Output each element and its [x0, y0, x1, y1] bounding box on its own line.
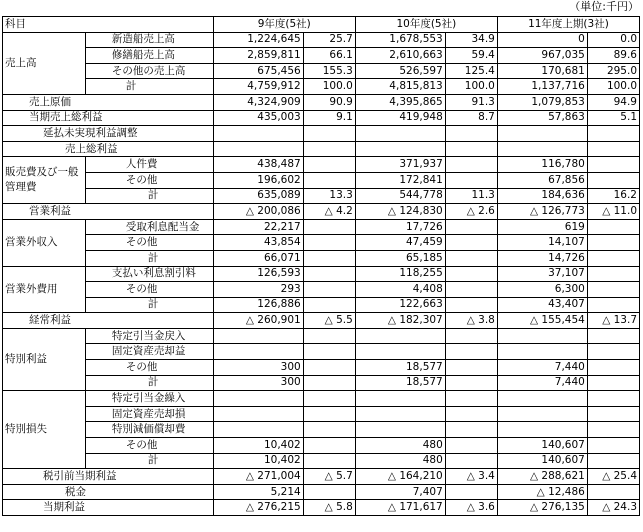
row-label: その他: [85, 438, 213, 454]
amount-cell: [355, 391, 445, 407]
amount-cell: 5,214: [213, 484, 303, 500]
amount-cell: 14,107: [497, 235, 587, 251]
ratio-cell: △ 13.7: [587, 313, 639, 329]
row-label: 特定引当金戻入: [85, 328, 213, 344]
ratio-cell: △ 25.4: [587, 469, 639, 485]
group-label: 販売費及び一般管理費: [3, 157, 86, 204]
amount-cell: △ 271,004: [213, 469, 303, 485]
ratio-cell: [303, 453, 355, 469]
row-label: 支払い利息割引料: [85, 266, 213, 282]
ratio-cell: 59.4: [445, 48, 497, 64]
table-row: [3, 500, 640, 516]
financial-table: [2, 16, 640, 516]
table-row: [3, 172, 640, 188]
amount-cell: 7,407: [355, 484, 445, 500]
table-row: [3, 282, 640, 298]
ratio-cell: [445, 157, 497, 173]
amount-cell: 7,440: [497, 360, 587, 376]
amount-cell: [355, 126, 445, 142]
row-label: 営業利益: [3, 204, 214, 220]
amount-cell: [213, 391, 303, 407]
ratio-cell: 34.9: [445, 32, 497, 48]
ratio-cell: [303, 126, 355, 142]
group-label: 特別利益: [3, 328, 86, 390]
row-label: その他: [85, 235, 213, 251]
ratio-cell: [303, 484, 355, 500]
amount-cell: 300: [213, 375, 303, 391]
ratio-cell: [303, 438, 355, 454]
ratio-cell: 94.9: [587, 94, 639, 110]
ratio-cell: [303, 391, 355, 407]
header-y11: 11年度上期(3社): [497, 17, 639, 33]
amount-cell: 122,663: [355, 297, 445, 313]
ratio-cell: △ 24.3: [587, 500, 639, 516]
row-label: 当期売上総利益: [3, 110, 214, 126]
amount-cell: 544,778: [355, 188, 445, 204]
amount-cell: 43,407: [497, 297, 587, 313]
amount-cell: 635,089: [213, 188, 303, 204]
ratio-cell: [303, 282, 355, 298]
ratio-cell: [445, 235, 497, 251]
amount-cell: 438,487: [213, 157, 303, 173]
ratio-cell: △ 4.2: [303, 204, 355, 220]
amount-cell: [497, 391, 587, 407]
ratio-cell: [587, 250, 639, 266]
ratio-cell: [587, 375, 639, 391]
ratio-cell: [587, 282, 639, 298]
amount-cell: 419,948: [355, 110, 445, 126]
row-label: 計: [85, 297, 213, 313]
header-row: [3, 17, 640, 33]
amount-cell: [213, 328, 303, 344]
amount-cell: 293: [213, 282, 303, 298]
table-row: [3, 79, 640, 95]
ratio-cell: [303, 297, 355, 313]
row-label: その他: [85, 282, 213, 298]
ratio-cell: △ 5.5: [303, 313, 355, 329]
ratio-cell: 91.3: [445, 94, 497, 110]
ratio-cell: [303, 328, 355, 344]
amount-cell: 170,681: [497, 63, 587, 79]
amount-cell: 66,071: [213, 250, 303, 266]
ratio-cell: [303, 141, 355, 157]
ratio-cell: 0.0: [587, 32, 639, 48]
table-row: [3, 297, 640, 313]
amount-cell: 7,440: [497, 375, 587, 391]
row-label: 特定引当金繰入: [85, 391, 213, 407]
amount-cell: 43,854: [213, 235, 303, 251]
ratio-cell: △ 5.8: [303, 500, 355, 516]
amount-cell: 435,003: [213, 110, 303, 126]
ratio-cell: [587, 126, 639, 142]
table-row: [3, 157, 640, 173]
ratio-cell: △ 5.7: [303, 469, 355, 485]
ratio-cell: 90.9: [303, 94, 355, 110]
amount-cell: 18,577: [355, 360, 445, 376]
amount-cell: [355, 406, 445, 422]
row-label: 税金: [3, 484, 214, 500]
ratio-cell: [303, 422, 355, 438]
ratio-cell: [587, 157, 639, 173]
amount-cell: 37,107: [497, 266, 587, 282]
row-label: 経常利益: [3, 313, 214, 329]
amount-cell: △ 182,307: [355, 313, 445, 329]
ratio-cell: [445, 219, 497, 235]
ratio-cell: △ 3.6: [445, 500, 497, 516]
amount-cell: 196,602: [213, 172, 303, 188]
table-row: [3, 126, 640, 142]
amount-cell: [213, 344, 303, 360]
ratio-cell: 100.0: [445, 79, 497, 95]
table-row: [3, 344, 640, 360]
amount-cell: [213, 422, 303, 438]
amount-cell: 4,324,909: [213, 94, 303, 110]
amount-cell: [497, 328, 587, 344]
amount-cell: [355, 422, 445, 438]
row-label: 計: [85, 375, 213, 391]
ratio-cell: [587, 219, 639, 235]
amount-cell: 4,408: [355, 282, 445, 298]
row-label: 計: [85, 79, 213, 95]
amount-cell: 2,610,663: [355, 48, 445, 64]
amount-cell: 1,079,853: [497, 94, 587, 110]
ratio-cell: 100.0: [303, 79, 355, 95]
amount-cell: 6,300: [497, 282, 587, 298]
row-label: 受取利息配当金: [85, 219, 213, 235]
ratio-cell: [587, 422, 639, 438]
table-row: [3, 110, 640, 126]
ratio-cell: 125.4: [445, 63, 497, 79]
table-row: [3, 406, 640, 422]
amount-cell: 126,593: [213, 266, 303, 282]
table-row: [3, 204, 640, 220]
ratio-cell: [587, 360, 639, 376]
row-label: 売上総利益: [3, 141, 214, 157]
amount-cell: [497, 422, 587, 438]
row-label: 人件費: [85, 157, 213, 173]
ratio-cell: [587, 453, 639, 469]
ratio-cell: [303, 157, 355, 173]
amount-cell: 140,607: [497, 438, 587, 454]
ratio-cell: [445, 297, 497, 313]
ratio-cell: [445, 453, 497, 469]
ratio-cell: [303, 344, 355, 360]
amount-cell: 65,185: [355, 250, 445, 266]
ratio-cell: [587, 266, 639, 282]
ratio-cell: [587, 484, 639, 500]
ratio-cell: △ 11.0: [587, 204, 639, 220]
ratio-cell: [445, 344, 497, 360]
ratio-cell: △ 3.4: [445, 469, 497, 485]
row-label: 修繕船売上高: [85, 48, 213, 64]
amount-cell: △ 288,621: [497, 469, 587, 485]
amount-cell: 619: [497, 219, 587, 235]
amount-cell: 18,577: [355, 375, 445, 391]
amount-cell: △ 12,486: [497, 484, 587, 500]
header-y10: 10年度(5社): [355, 17, 497, 33]
table-row: [3, 141, 640, 157]
amount-cell: 57,863: [497, 110, 587, 126]
ratio-cell: 100.0: [587, 79, 639, 95]
ratio-cell: [303, 219, 355, 235]
row-label: 延払未実現利益調整: [3, 126, 214, 142]
ratio-cell: [445, 375, 497, 391]
table-row: [3, 391, 640, 407]
ratio-cell: 25.7: [303, 32, 355, 48]
ratio-cell: [587, 172, 639, 188]
table-row: [3, 469, 640, 485]
table-row: [3, 328, 640, 344]
amount-cell: 526,597: [355, 63, 445, 79]
group-label: 特別損失: [3, 391, 86, 469]
row-label: 計: [85, 250, 213, 266]
amount-cell: △ 171,617: [355, 500, 445, 516]
row-label: 計: [85, 453, 213, 469]
amount-cell: [497, 406, 587, 422]
table-row: [3, 438, 640, 454]
amount-cell: 22,217: [213, 219, 303, 235]
ratio-cell: △ 3.8: [445, 313, 497, 329]
ratio-cell: [587, 391, 639, 407]
amount-cell: [355, 344, 445, 360]
amount-cell: △ 155,454: [497, 313, 587, 329]
ratio-cell: 295.0: [587, 63, 639, 79]
amount-cell: 1,678,553: [355, 32, 445, 48]
amount-cell: 47,459: [355, 235, 445, 251]
amount-cell: 118,255: [355, 266, 445, 282]
amount-cell: [497, 126, 587, 142]
amount-cell: [355, 141, 445, 157]
table-row: [3, 250, 640, 266]
amount-cell: 172,841: [355, 172, 445, 188]
row-label: 計: [85, 188, 213, 204]
amount-cell: [213, 141, 303, 157]
group-label: 営業外費用: [3, 266, 86, 313]
amount-cell: 967,035: [497, 48, 587, 64]
ratio-cell: [303, 235, 355, 251]
amount-cell: 67,856: [497, 172, 587, 188]
ratio-cell: [445, 282, 497, 298]
row-label: 当期利益: [3, 500, 214, 516]
amount-cell: 184,636: [497, 188, 587, 204]
amount-cell: [355, 328, 445, 344]
amount-cell: 116,780: [497, 157, 587, 173]
amount-cell: 1,137,716: [497, 79, 587, 95]
amount-cell: [213, 126, 303, 142]
table-row: [3, 188, 640, 204]
table-row: [3, 32, 640, 48]
ratio-cell: [445, 360, 497, 376]
group-label: 営業外収入: [3, 219, 86, 266]
ratio-cell: [445, 126, 497, 142]
table-row: [3, 94, 640, 110]
header-y9: 9年度(5社): [213, 17, 355, 33]
unit-label: （単位:千円）: [569, 0, 639, 13]
amount-cell: 4,395,865: [355, 94, 445, 110]
row-label: その他: [85, 172, 213, 188]
amount-cell: [213, 406, 303, 422]
ratio-cell: 89.6: [587, 48, 639, 64]
amount-cell: 4,759,912: [213, 79, 303, 95]
amount-cell: 10,402: [213, 453, 303, 469]
amount-cell: 126,886: [213, 297, 303, 313]
ratio-cell: [303, 266, 355, 282]
ratio-cell: [587, 344, 639, 360]
table-row: [3, 235, 640, 251]
amount-cell: △ 276,215: [213, 500, 303, 516]
table-row: [3, 422, 640, 438]
ratio-cell: [303, 360, 355, 376]
amount-cell: 371,937: [355, 157, 445, 173]
ratio-cell: [445, 172, 497, 188]
header-item: 科目: [3, 17, 214, 33]
ratio-cell: [587, 438, 639, 454]
amount-cell: 480: [355, 438, 445, 454]
ratio-cell: 13.3: [303, 188, 355, 204]
amount-cell: 675,456: [213, 63, 303, 79]
amount-cell: 4,815,813: [355, 79, 445, 95]
ratio-cell: 155.3: [303, 63, 355, 79]
amount-cell: 0: [497, 32, 587, 48]
group-label: 売上高: [3, 32, 86, 94]
amount-cell: 2,859,811: [213, 48, 303, 64]
row-label: 固定資産売却益: [85, 344, 213, 360]
ratio-cell: [587, 141, 639, 157]
ratio-cell: [587, 328, 639, 344]
ratio-cell: [303, 375, 355, 391]
ratio-cell: [445, 266, 497, 282]
table-row: [3, 453, 640, 469]
row-label: 固定資産売却損: [85, 406, 213, 422]
row-label: 売上原価: [3, 94, 214, 110]
ratio-cell: 11.3: [445, 188, 497, 204]
row-label: 新造船売上高: [85, 32, 213, 48]
table-row: [3, 375, 640, 391]
table-row: [3, 313, 640, 329]
ratio-cell: [445, 484, 497, 500]
amount-cell: △ 164,210: [355, 469, 445, 485]
ratio-cell: [445, 141, 497, 157]
ratio-cell: [445, 406, 497, 422]
amount-cell: △ 200,086: [213, 204, 303, 220]
amount-cell: 300: [213, 360, 303, 376]
ratio-cell: 5.1: [587, 110, 639, 126]
amount-cell: △ 276,135: [497, 500, 587, 516]
ratio-cell: [587, 297, 639, 313]
row-label: 特別減価償却費: [85, 422, 213, 438]
amount-cell: [497, 344, 587, 360]
ratio-cell: [445, 250, 497, 266]
amount-cell: △ 126,773: [497, 204, 587, 220]
amount-cell: 480: [355, 453, 445, 469]
amount-cell: △ 124,830: [355, 204, 445, 220]
ratio-cell: △ 2.6: [445, 204, 497, 220]
row-label: 税引前当期利益: [3, 469, 214, 485]
ratio-cell: [303, 406, 355, 422]
amount-cell: 17,726: [355, 219, 445, 235]
row-label: その他の売上高: [85, 63, 213, 79]
table-row: [3, 219, 640, 235]
amount-cell: △ 260,901: [213, 313, 303, 329]
ratio-cell: [445, 422, 497, 438]
table-row: [3, 360, 640, 376]
amount-cell: [497, 141, 587, 157]
ratio-cell: 16.2: [587, 188, 639, 204]
amount-cell: 10,402: [213, 438, 303, 454]
amount-cell: 140,607: [497, 453, 587, 469]
table-row: [3, 484, 640, 500]
ratio-cell: [587, 406, 639, 422]
ratio-cell: [445, 391, 497, 407]
ratio-cell: [445, 438, 497, 454]
ratio-cell: [445, 328, 497, 344]
amount-cell: 1,224,645: [213, 32, 303, 48]
table-row: [3, 63, 640, 79]
ratio-cell: 8.7: [445, 110, 497, 126]
ratio-cell: [303, 250, 355, 266]
table-row: [3, 48, 640, 64]
ratio-cell: 66.1: [303, 48, 355, 64]
table-row: [3, 266, 640, 282]
amount-cell: 14,726: [497, 250, 587, 266]
ratio-cell: 9.1: [303, 110, 355, 126]
ratio-cell: [587, 235, 639, 251]
row-label: その他: [85, 360, 213, 376]
ratio-cell: [303, 172, 355, 188]
